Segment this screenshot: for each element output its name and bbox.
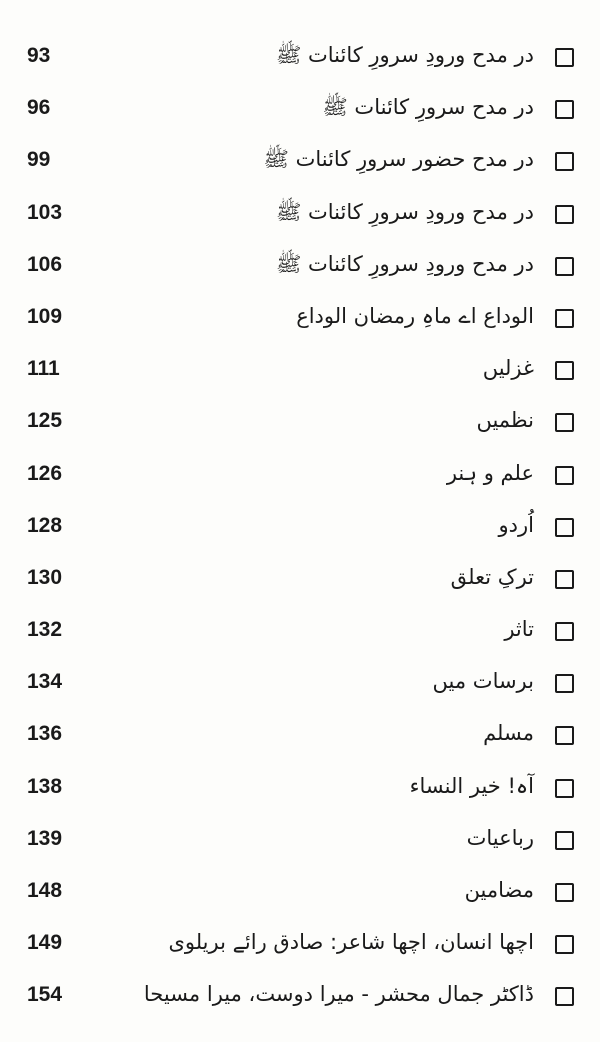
toc-row	[0, 763, 600, 815]
page-number: 103	[27, 200, 63, 224]
entry-title: برسات میں	[432, 669, 534, 694]
entry-title: در مدح حضور سرورِ کائنات ﷺ	[263, 147, 534, 172]
checkbox-icon	[555, 309, 574, 328]
checkbox-icon	[555, 413, 574, 432]
page-number: 109	[27, 304, 63, 328]
entry-title: در مدح ورودِ سرورِ کائنات ﷺ	[275, 251, 534, 276]
entry-title: رباعیات	[466, 825, 534, 850]
checkbox-icon	[555, 152, 574, 171]
entry-title: در مدح ورودِ سرورِ کائنات ﷺ	[275, 43, 534, 67]
checkbox-icon	[555, 361, 574, 380]
page-number: 134	[27, 670, 63, 694]
page-number: 149	[27, 931, 63, 955]
checkbox-icon	[555, 205, 574, 224]
checkbox-icon	[555, 831, 574, 850]
toc-row	[0, 397, 600, 449]
checkbox-icon	[555, 518, 574, 537]
toc-row	[0, 345, 600, 397]
page-number: 154	[27, 983, 63, 1007]
entry-title: نظمیں	[476, 408, 534, 433]
page-number: 148	[27, 879, 63, 902]
checkbox-icon	[555, 726, 574, 745]
page-number: 125	[27, 409, 63, 433]
page-number: 138	[27, 774, 63, 798]
entry-title: اُردو	[498, 512, 534, 537]
entry-title: در مدح ورودِ سرورِ کائنات ﷺ	[275, 199, 534, 224]
page-number: 93	[27, 44, 51, 67]
toc-row	[0, 84, 600, 136]
checkbox-icon	[555, 779, 574, 798]
toc-row	[0, 189, 600, 241]
page-number: 106	[27, 252, 63, 276]
checkbox-icon	[555, 674, 574, 693]
toc-row	[0, 710, 600, 762]
page-number: 130	[27, 565, 63, 589]
table-of-contents	[0, 32, 600, 1024]
entry-title: الوداع اے ماہِ رمضان الوداع	[296, 303, 534, 328]
entry-title: ڈاکٹر جمال محشر - میرا دوست، میرا مسیحا	[143, 982, 534, 1007]
toc-row	[0, 867, 600, 919]
entry-title: علم و ہنر	[446, 460, 534, 485]
entry-title: مسلم	[483, 721, 534, 746]
page-number: 139	[27, 826, 63, 850]
toc-row	[0, 606, 600, 658]
checkbox-icon	[555, 100, 574, 119]
page-number: 132	[27, 618, 63, 642]
page-number: 126	[27, 461, 63, 485]
toc-row	[0, 293, 600, 345]
toc-row	[0, 815, 600, 867]
checkbox-icon	[555, 48, 574, 67]
checkbox-icon	[555, 570, 574, 589]
toc-row	[0, 450, 600, 502]
toc-row	[0, 554, 600, 606]
checkbox-icon	[555, 987, 574, 1006]
entry-title: ترکِ تعلق	[450, 564, 534, 589]
entry-title: مضامین	[464, 878, 534, 902]
entry-title: اچھا انسان، اچھا شاعر: صادق رائے بریلوی	[168, 930, 534, 955]
checkbox-icon	[555, 466, 574, 485]
toc-row	[0, 658, 600, 710]
toc-row	[0, 971, 600, 1023]
page-number: 96	[27, 96, 51, 120]
entry-title: غزلیں	[482, 356, 534, 381]
toc-row	[0, 32, 600, 84]
checkbox-icon	[555, 883, 574, 902]
page-number: 99	[27, 148, 51, 172]
entry-title: در مدح سرورِ کائنات ﷺ	[322, 95, 534, 120]
toc-row	[0, 502, 600, 554]
page-number: 111	[27, 357, 60, 381]
entry-title: آہ! خیر النساء	[409, 773, 534, 798]
toc-row	[0, 919, 600, 971]
checkbox-icon	[555, 622, 574, 641]
checkbox-icon	[555, 935, 574, 954]
entry-title: تاثر	[504, 617, 534, 642]
toc-row	[0, 241, 600, 293]
toc-row	[0, 136, 600, 188]
checkbox-icon	[555, 257, 574, 276]
page-number: 136	[27, 722, 63, 746]
page-number: 128	[27, 513, 63, 537]
